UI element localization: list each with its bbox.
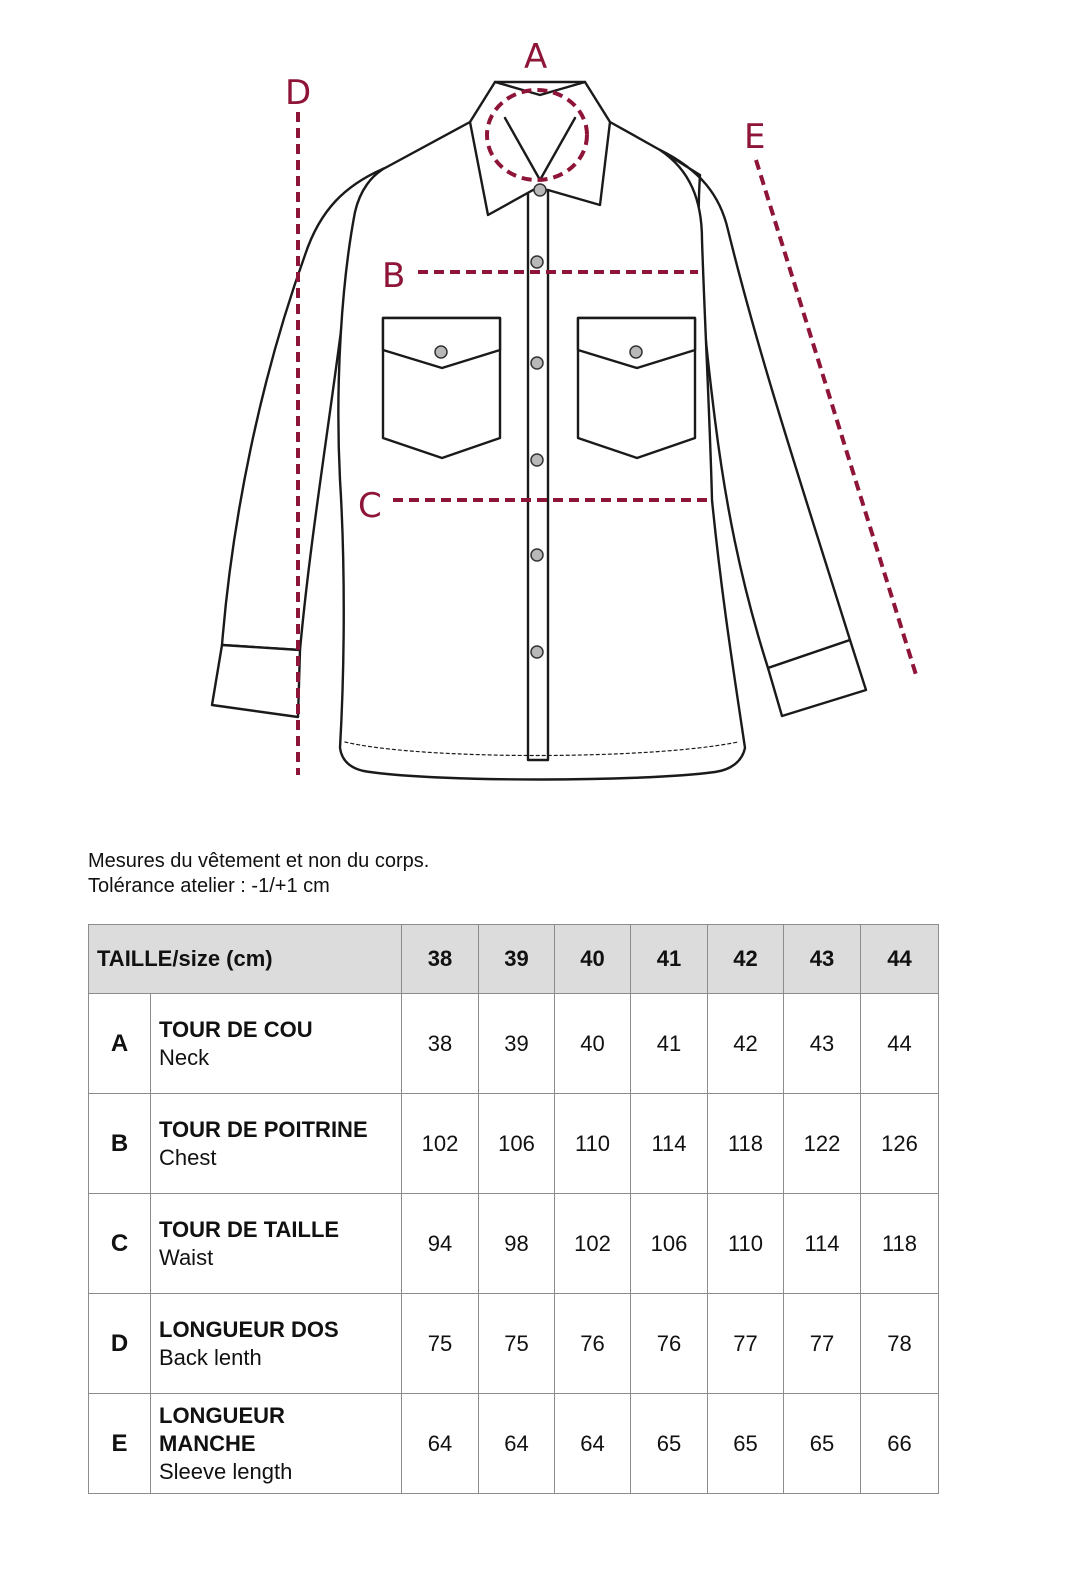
table-cell: 76 bbox=[555, 1294, 631, 1394]
row-name bbox=[151, 1294, 402, 1394]
table-cell: 44 bbox=[861, 994, 939, 1094]
label-c: C bbox=[358, 486, 382, 526]
note-tolerance: Tolérance atelier : -1/+1 cm bbox=[88, 875, 330, 897]
header-size: 43 bbox=[784, 925, 861, 994]
table-cell: 66 bbox=[861, 1394, 939, 1494]
pocket-button bbox=[630, 346, 642, 358]
row-name bbox=[151, 1394, 402, 1494]
row-name-en: Chest bbox=[159, 1144, 217, 1170]
table-cell: 75 bbox=[479, 1294, 555, 1394]
table-cell: 39 bbox=[479, 994, 555, 1094]
table-cell: 78 bbox=[861, 1294, 939, 1394]
table-cell: 65 bbox=[631, 1394, 708, 1494]
table-cell: 106 bbox=[631, 1194, 708, 1294]
header-size: 38 bbox=[402, 925, 479, 994]
table-cell: 43 bbox=[784, 994, 861, 1094]
table-cell: 98 bbox=[479, 1194, 555, 1294]
table-cell: 102 bbox=[402, 1094, 479, 1194]
shirt-button bbox=[531, 256, 543, 268]
left-cuff bbox=[212, 645, 300, 717]
table-cell: 106 bbox=[479, 1094, 555, 1194]
label-b: B bbox=[382, 256, 406, 296]
row-name bbox=[151, 994, 402, 1094]
row-name-fr: TOUR DE COU bbox=[159, 1016, 313, 1042]
row-key: C bbox=[89, 1194, 151, 1294]
table-cell: 65 bbox=[784, 1394, 861, 1494]
row-name-fr: TOUR DE POITRINE bbox=[159, 1116, 368, 1142]
row-name bbox=[151, 1194, 402, 1294]
row-key: E bbox=[89, 1394, 151, 1494]
table-cell: 77 bbox=[708, 1294, 784, 1394]
table-cell: 94 bbox=[402, 1194, 479, 1294]
table-row bbox=[89, 1194, 939, 1294]
note-garment-measures: Mesures du vêtement et non du corps. bbox=[88, 850, 430, 872]
row-name-en: Sleeve length bbox=[159, 1458, 293, 1484]
label-d: D bbox=[285, 73, 312, 113]
table-header-row bbox=[89, 925, 939, 994]
shirt-button bbox=[531, 454, 543, 466]
table-cell: 118 bbox=[708, 1094, 784, 1194]
header-size: 39 bbox=[479, 925, 555, 994]
table-row bbox=[89, 1394, 939, 1494]
shirt-button bbox=[534, 184, 546, 196]
table-cell: 42 bbox=[708, 994, 784, 1094]
table-cell: 77 bbox=[784, 1294, 861, 1394]
pocket-button bbox=[435, 346, 447, 358]
table-cell: 65 bbox=[708, 1394, 784, 1494]
row-name-en: Neck bbox=[159, 1044, 210, 1070]
row-name-fr: LONGUEUR DOS bbox=[159, 1316, 339, 1342]
size-table bbox=[88, 924, 939, 1494]
table-cell: 114 bbox=[784, 1194, 861, 1294]
header-size: 40 bbox=[555, 925, 631, 994]
row-name-en: Waist bbox=[159, 1244, 214, 1270]
header-size: 44 bbox=[861, 925, 939, 994]
table-cell: 41 bbox=[631, 994, 708, 1094]
table-cell: 102 bbox=[555, 1194, 631, 1294]
table-cell: 110 bbox=[555, 1094, 631, 1194]
shirt-button bbox=[531, 549, 543, 561]
shirt-button bbox=[531, 357, 543, 369]
header-size: 41 bbox=[631, 925, 708, 994]
table-cell: 126 bbox=[861, 1094, 939, 1194]
table-row bbox=[89, 994, 939, 1094]
row-key: D bbox=[89, 1294, 151, 1394]
row-key: A bbox=[89, 994, 151, 1094]
measurement-notes bbox=[88, 849, 429, 899]
row-name bbox=[151, 1094, 402, 1194]
row-key: B bbox=[89, 1094, 151, 1194]
row-name-fr: TOUR DE TAILLE bbox=[159, 1216, 340, 1242]
table-cell: 40 bbox=[555, 994, 631, 1094]
table-cell: 110 bbox=[708, 1194, 784, 1294]
table-cell: 75 bbox=[402, 1294, 479, 1394]
header-size-label: TAILLE/size (cm) bbox=[89, 925, 402, 994]
table-row bbox=[89, 1294, 939, 1394]
table-cell: 118 bbox=[861, 1194, 939, 1294]
button-placket bbox=[528, 190, 548, 760]
row-name-fr: LONGUEUR MANCHE bbox=[159, 1402, 285, 1456]
table-cell: 64 bbox=[479, 1394, 555, 1494]
table-row bbox=[89, 1094, 939, 1194]
table-cell: 38 bbox=[402, 994, 479, 1094]
row-name-en: Back lenth bbox=[159, 1344, 262, 1370]
header-size: 42 bbox=[708, 925, 784, 994]
table-cell: 76 bbox=[631, 1294, 708, 1394]
label-e: E bbox=[744, 117, 766, 157]
table-cell: 114 bbox=[631, 1094, 708, 1194]
table-cell: 64 bbox=[555, 1394, 631, 1494]
table-cell: 122 bbox=[784, 1094, 861, 1194]
label-a: A bbox=[524, 37, 548, 77]
shirt-button bbox=[531, 646, 543, 658]
table-cell: 64 bbox=[402, 1394, 479, 1494]
